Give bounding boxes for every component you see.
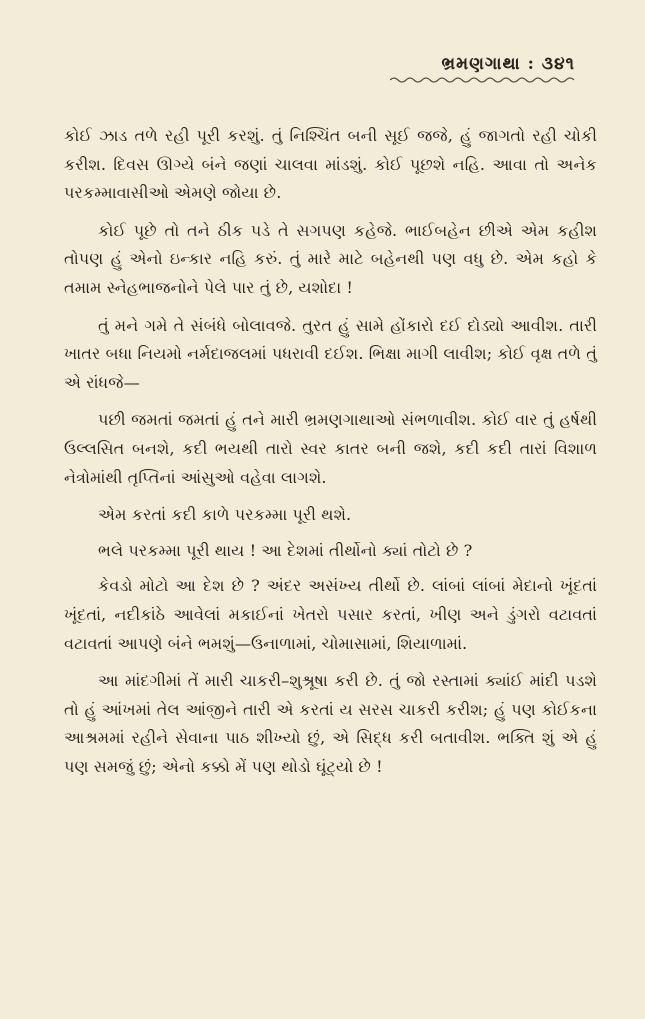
paragraph: કોઈ પૂછે તો તને ઠીક પડે તે સગપણ કહેજે. ભાઈબહેન છીએ એમ કહીશ તોપણ હું એનો ઇન્કાર નહિ કરું. તું મારે માટે બહેનથી પણ વધુ છે. એમ કહો કે તમામ સ્નેહભાજનોને પેલે પાર તું છે, યશોદા ! [64, 220, 597, 297]
paragraph: આ માંદગીમાં તેં મારી ચાકરી–શુશ્રૂષા કરી છે. તું જો રસ્તામાં ક્યાંઈ માંદી પડશે તો હું આંખમાં તેલ આંજીને તારી એ કરતાં ય સરસ ચાકરી કરીશ; હું પણ કોઈકના આશ્રમમાં રહીને સેવાના પાઠ શીખ્યો છું, એ સિદ્ધ કરી બતાવીશ. ભક્તિ શું એ હું પણ સમજું છું; એનો કક્કો મેં પણ થોડો ઘૂંટ્યો છે ! [64, 671, 597, 776]
header-flourish-ornament [390, 76, 575, 84]
paragraph: તું મને ગમે તે સંબંધે બોલાવજે. તુરત હું સામે હોંકારો દઈ દોડ્યો આવીશ. તારી ખાતર બધા નિયમો નર્મદાજલમાં પધરાવી દઈશ. ભિક્ષા માગી લાવીશ; કોઈ વૃક્ષ તળે તું એ રાંધજે— [64, 315, 597, 392]
paragraph: પછી જમતાં જમતાં હું તને મારી ભ્રમણગાથાઓ સંભળાવીશ. કોઈ વાર તું હર્ષથી ઉલ્લસિત બનશે, કદી ભયથી તારો સ્વર કાતર બની જશે, કદી કદી તારાં વિશાળ નેત્રોમાંથી તૃપ્તિનાં આંસુઓ વહેવા લાગશે. [64, 410, 597, 487]
paragraph: કેવડો મોટો આ દેશ છે ? અંદર અસંખ્ય તીર્થો છે. લાંબાં લાંબાં મેદાનો ખૂંદતાં ખૂંદતાં, નદીકાંઠે આવેલાં મકાઈનાં ખેતરો પસાર કરતાં, ખીણ અને ડુંગરો વટાવતાં વટાવતાં આપણે બંને ભમશું—ઉનાળામાં, ચોમાસામાં, શિયાળામાં. [64, 576, 597, 653]
paragraph: કોઈ ઝાડ તળે રહી પૂરી કરશું. તું નિશ્ચિંત બની સૂઈ જજે, હું જાગતો રહી ચોકી કરીશ. દિવસ ઊગ્યે બંને જણાં ચાલવા માંડશું. કોઈ પૂછશે નહિ. આવા તો અનેક પરકમ્માવાસીઓ એમણે જોયા છે. [64, 126, 597, 203]
page-header [390, 54, 575, 84]
running-head: ભ્રમણગાથા : ૩૪૧ [441, 54, 575, 74]
body-text [64, 122, 597, 790]
paragraph: ભલે પરકમ્મા પૂરી થાય ! આ દેશમાં તીર્થોનો ક્યાં તોટો છે ? [98, 540, 473, 560]
paragraph: એમ કરતાં કદી કાળે પરકમ્મા પૂરી થશે. [98, 505, 352, 525]
